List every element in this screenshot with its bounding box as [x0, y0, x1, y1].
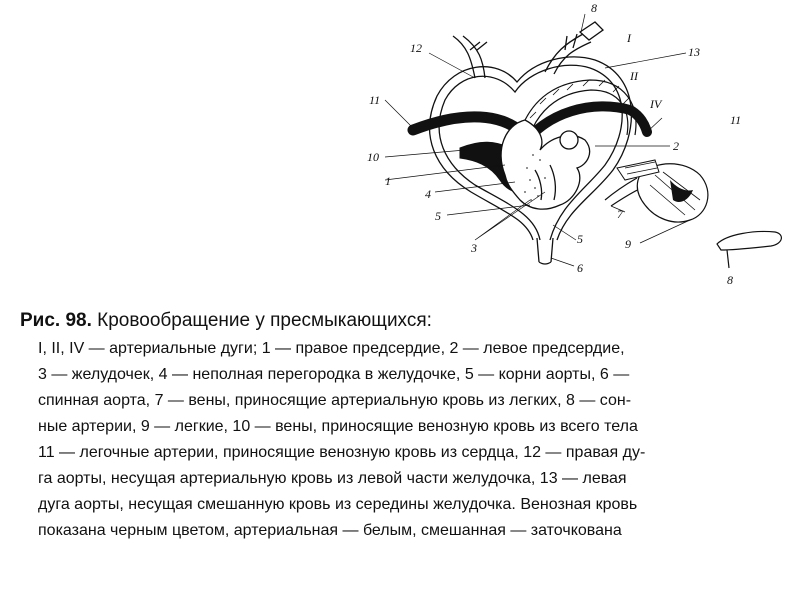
label-12: 12: [410, 41, 422, 55]
label-11-left: 11: [369, 93, 381, 107]
lung: [617, 160, 708, 222]
label-5-right: 5: [577, 232, 583, 246]
diagram-svg: [355, 0, 800, 290]
label-5-left: 5: [435, 209, 441, 223]
label-I: I: [627, 31, 631, 45]
label-7: 7: [617, 207, 623, 221]
caption-line: дуга аорты, несущая смешанную кровь из середины желудочка. Венозная кровь: [38, 496, 638, 513]
caption-line: 11 — легочные артерии, приносящие венозную кровь из сердца, 12 — правая ду-: [38, 444, 646, 461]
label-8: 8: [591, 1, 597, 15]
caption-line: показана черным цветом, артериальная — белым, смешанная — заточкована: [38, 522, 622, 539]
caption-line: I, II, IV — артериальные дуги; 1 — правое предсердие, 2 — левое предсердие,: [38, 340, 625, 357]
figure-number: Рис. 98.: [20, 310, 92, 331]
caption-title: [20, 308, 790, 334]
label-6: 6: [577, 261, 583, 275]
label-9: 9: [625, 237, 631, 251]
label-2: 2: [673, 139, 679, 153]
caption-line: ные артерии, 9 — легкие, 10 — вены, приносящие венозную кровь из всего тела: [38, 418, 638, 435]
label-8-bottom: 8: [727, 273, 733, 287]
label-IV: IV: [650, 97, 662, 111]
label-II: II: [630, 69, 638, 83]
caption-heading: Кровообращение у пресмыкающихся:: [91, 310, 432, 331]
label-13: 13: [688, 45, 700, 59]
caption-line: га аорты, несущая артериальную кровь из левой части желудочка, 13 — левая: [38, 470, 627, 487]
label-11-right: 11: [730, 113, 742, 127]
caption-line: спинная аорта, 7 — вены, приносящие артериальную кровь из легких, 8 — сон-: [38, 392, 632, 409]
label-10: 10: [367, 150, 379, 164]
lung-fragment: [717, 232, 781, 269]
dorsal-aorta: [537, 238, 553, 264]
figure-caption: [20, 308, 790, 544]
caption-line: 3 — желудочек, 4 — неполная перегородка в желудочке, 5 — корни аорты, 6 —: [38, 366, 630, 383]
carotid-arteries: [453, 22, 603, 78]
label-1: 1: [385, 174, 391, 188]
circulation-diagram: [355, 0, 800, 290]
label-3: 3: [471, 241, 477, 255]
label-4: 4: [425, 187, 431, 201]
